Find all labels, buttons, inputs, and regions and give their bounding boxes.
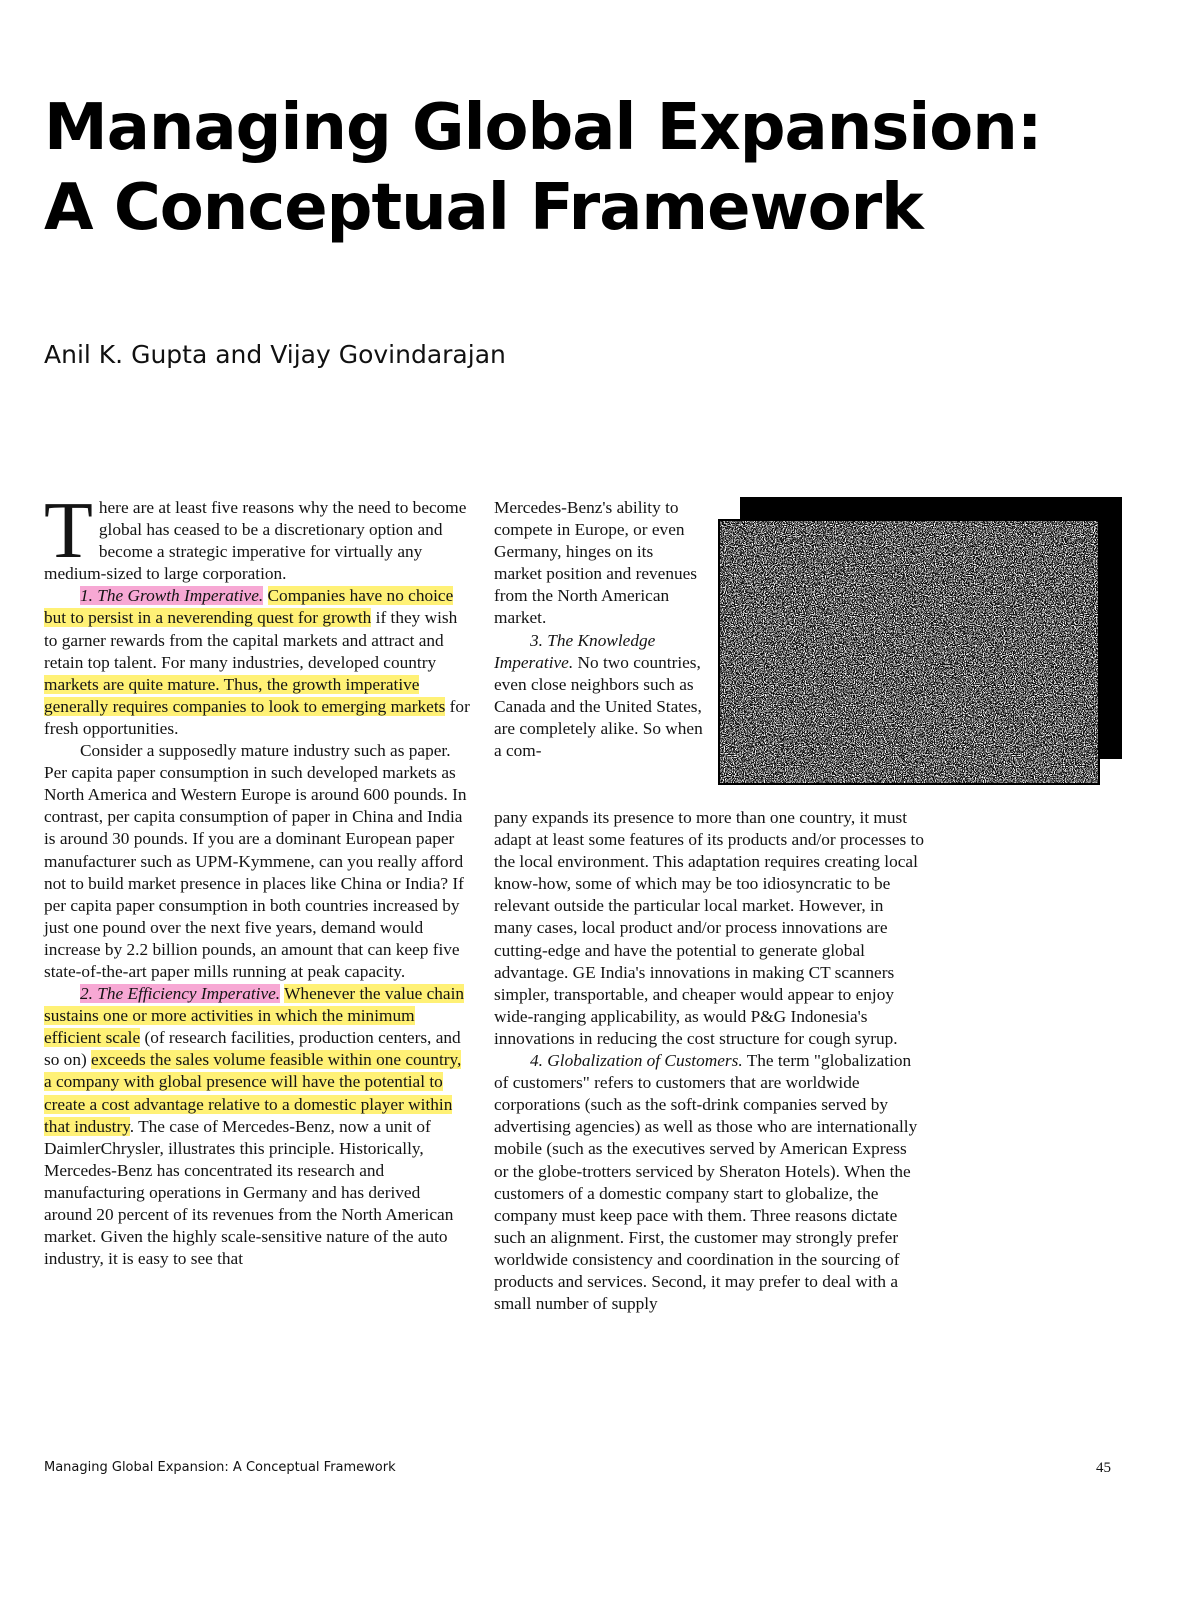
left-column <box>44 487 470 1270</box>
customer-globalization-text: The term "globalization of customers" refers to customers that are worldwide corporations (such as the soft-drink companies served by advertising agencies) as well as those who are internationally mobile (such as the executives served by American Express or the globe-trotters serviced by Sheraton Hotels). When the customers of a domestic company start to globalize, the company must keep pace with them. Three reasons dictate such an alignment. First, the customer may strongly prefer worldwide consistency and coordination in the sourcing of products and services. Second, it may prefer to deal with a small number of supply <box>494 1051 918 1314</box>
drop-cap: T <box>44 487 93 575</box>
speckled-image-box <box>718 497 1122 783</box>
mercedes-continuation: Mercedes-Benz's ability to compete in Europe, or even Germany, hinges on its market position and revenues from the North American market. <box>494 498 697 628</box>
right-column-narrow <box>494 497 704 762</box>
noise-texture <box>720 521 1098 783</box>
title-line-2: A Conceptual Framework <box>44 171 923 245</box>
knowledge-imperative-heading: 3. The Knowledge Imperative. <box>494 630 656 672</box>
knowledge-imperative-paragraph-start <box>494 630 704 763</box>
title-line-1: Managing Global Expansion: <box>44 91 1042 165</box>
efficiency-imperative-heading: 2. The Efficiency Imperative. <box>80 984 281 1004</box>
growth-text-mid: if they wish to garner rewards from the capital markets and attract and retain top talent. For many industries, developed country <box>44 608 458 672</box>
growth-imperative-paragraph <box>44 585 470 740</box>
running-footer-title: Managing Global Expansion: A Conceptual Framework <box>44 1460 396 1475</box>
intro-paragraph <box>44 487 470 585</box>
highlight-value-chain: Whenever the value chain sustains one or more activities in which the minimum efficient scale <box>44 984 465 1048</box>
customer-globalization-heading: 4. Globalization of Customers. <box>530 1051 743 1071</box>
speckled-photo <box>718 519 1100 785</box>
efficiency-text-end: . The case of Mercedes-Benz, now a unit of DaimlerChrysler, illustrates this principle. Historically, Mercedes-Benz has concentrated its research and manufacturing operations in Germany and has derived around 20 percent of its revenues from the North American market. Given the highly scale-sensitive nature of the auto industry, it is easy to see that <box>44 1116 454 1269</box>
intro-text: here are at least five reasons why the need to become global has ceased to be a discretionary option and become a strategic imperative for virtually any medium-sized to large corporation. <box>44 498 467 584</box>
efficiency-text-mid: (of research facilities, production centers, and so on) <box>44 1028 461 1070</box>
growth-imperative-heading: 1. The Growth Imperative. <box>80 586 264 606</box>
highlight-growth-quest: Companies have no choice but to persist in a neverending quest for growth <box>44 586 454 628</box>
highlight-emerging-markets: markets are quite mature. Thus, the growth imperative generally requires companies to look to emerging markets <box>44 674 446 716</box>
paper-industry-paragraph: Consider a supposedly mature industry such as paper. Per capita paper consumption in such developed markets as North America and Western Europe is around 600 pounds. In contrast, per capita consumption of paper in China and India is around 30 pounds. If you are a dominant European paper manufacturer such as UPM-Kymmene, can you really afford not to build market presence in places like China or India? If per capita paper consumption in both countries increased by just one pound over the next five years, demand would increase by 2.2 billion pounds, an amount that can keep five state-of-the-art paper mills running at peak capacity. <box>44 741 467 981</box>
article-title <box>44 88 1144 248</box>
knowledge-imperative-continuation: pany expands its presence to more than one country, it must adapt at least some features of its products and/or processes to the local environment. This adaptation requires creating local know-how, some of which may be too idiosyncratic to be relevant outside the particular local market. However, in many cases, local product and/or process innovations are cutting-edge and have the potential to generate global advantage. GE India's innovations in making CT scanners simpler, transportable, and cheaper would appear to enjoy wide-ranging applicability, as would P&G Indonesia's innovations in reducing the cost structure for cough syrup. <box>494 808 924 1048</box>
highlight-cost-advantage: exceeds the sales volume feasible within one country, a company with global presence will have the potential to create a cost advantage relative to a domestic player within that industry <box>44 1050 462 1136</box>
author-byline: Anil K. Gupta and Vijay Govindarajan <box>44 340 506 369</box>
growth-text-end: for fresh opportunities. <box>44 696 470 738</box>
right-column <box>494 807 924 1315</box>
efficiency-imperative-paragraph <box>44 983 470 1270</box>
page-number: 45 <box>1096 1460 1111 1476</box>
customer-globalization-paragraph <box>494 1050 924 1315</box>
knowledge-text-start: No two countries, even close neighbors such as Canada and the United States, are completely alike. So when a com- <box>494 652 703 761</box>
